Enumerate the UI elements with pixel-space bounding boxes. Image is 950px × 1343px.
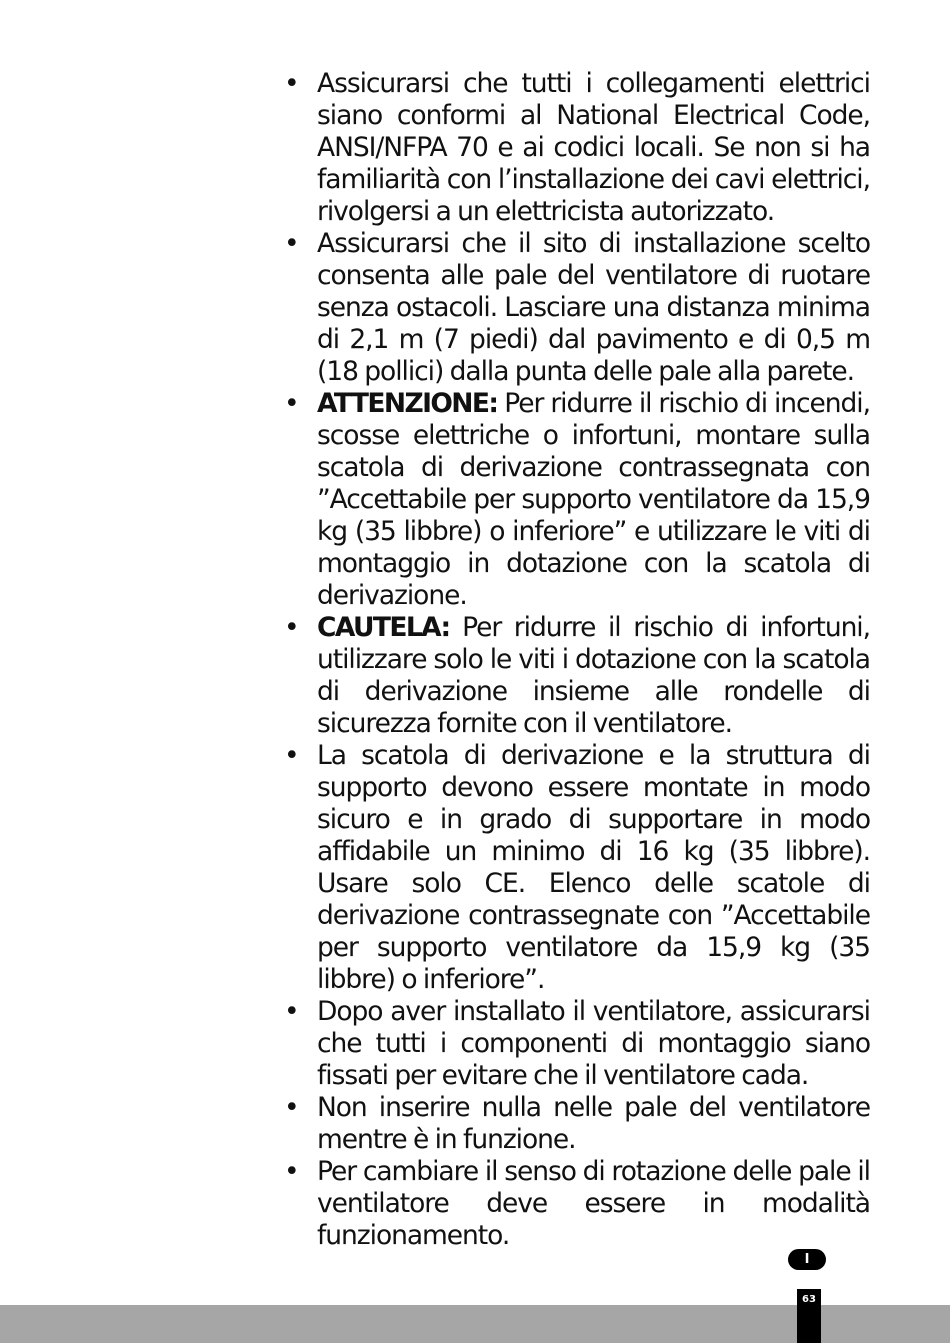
bullet-dot-icon: •: [284, 68, 299, 99]
language-badge: I: [788, 1249, 826, 1270]
page-number-tab: [797, 1289, 821, 1343]
bullet-item-4: [284, 612, 870, 740]
bullet-item-6: [284, 996, 870, 1092]
bullet-dot-icon: •: [284, 1092, 299, 1123]
bullet-item-2: [284, 228, 870, 388]
warning-label: ATTENZIONE:: [317, 388, 498, 419]
safety-bullet-list: [284, 68, 870, 1252]
page-number: 63: [802, 1294, 816, 1305]
bullet-text: Assicurarsi che il sito di installazione scelto consenta alle pale del ventilatore di ruotare senza ostacoli. Lasciare una distanza minima di 2,1 m (7 piedi) dal pavimento e di 0,5 m (18 pollici) dalla punta delle pale alla parete.: [317, 228, 870, 387]
bullet-text: Dopo aver installato il ventilatore, assicurarsi che tutti i componenti di montaggio siano fissati per evitare che il ventilatore cada.: [317, 996, 870, 1091]
bullet-item-8: [284, 1156, 870, 1252]
bullet-item-1: [284, 68, 870, 228]
bullet-text: Per cambiare il senso di rotazione delle pale il ventilatore deve essere in modalità funzionamento.: [317, 1156, 870, 1251]
bullet-dot-icon: •: [284, 996, 299, 1027]
bullet-dot-icon: •: [284, 388, 299, 419]
bullet-text: La scatola di derivazione e la struttura di supporto devono essere montate in modo sicuro e in grado di supportare in modo affidabile un minimo di 16 kg (35 libbre). Usare solo CE. Elenco delle scatole di derivazione contrassegnate con ”Accettabile per supporto ventilatore da 15,9 kg (35 libbre) o inferiore”.: [317, 740, 870, 995]
bullet-text: Per ridurre il rischio di incendi, scosse elettriche o infortuni, montare sulla scatola di derivazione contrassegnata con ”Accettabile per supporto ventilatore da 15,9 kg (35 libbre) o inferiore” e utilizzare le viti di montaggio in dotazione con la scatola di derivazione.: [317, 388, 870, 611]
bullet-item-3: [284, 388, 870, 612]
bullet-text: Per ridurre il rischio di infortuni, utilizzare solo le viti i dotazione con la scatola di derivazione insieme alle rondelle di sicurezza fornite con il ventilatore.: [317, 612, 870, 739]
bullet-dot-icon: •: [284, 1156, 299, 1187]
bullet-dot-icon: •: [284, 740, 299, 771]
page-content: [284, 68, 870, 1252]
bullet-item-5: [284, 740, 870, 996]
bullet-text: Assicurarsi che tutti i collegamenti elettrici siano conformi al National Electrical Code, ANSI/NFPA 70 e ai codici locali. Se non si ha familiarità con l’installazione dei cavi elettrici, rivolgersi a un elettricista autorizzato.: [317, 68, 870, 227]
bullet-text: Non inserire nulla nelle pale del ventilatore mentre è in funzione.: [317, 1092, 870, 1155]
caution-label: CAUTELA:: [317, 612, 450, 643]
bullet-dot-icon: •: [284, 228, 299, 259]
bullet-item-7: [284, 1092, 870, 1156]
bullet-dot-icon: •: [284, 612, 299, 643]
